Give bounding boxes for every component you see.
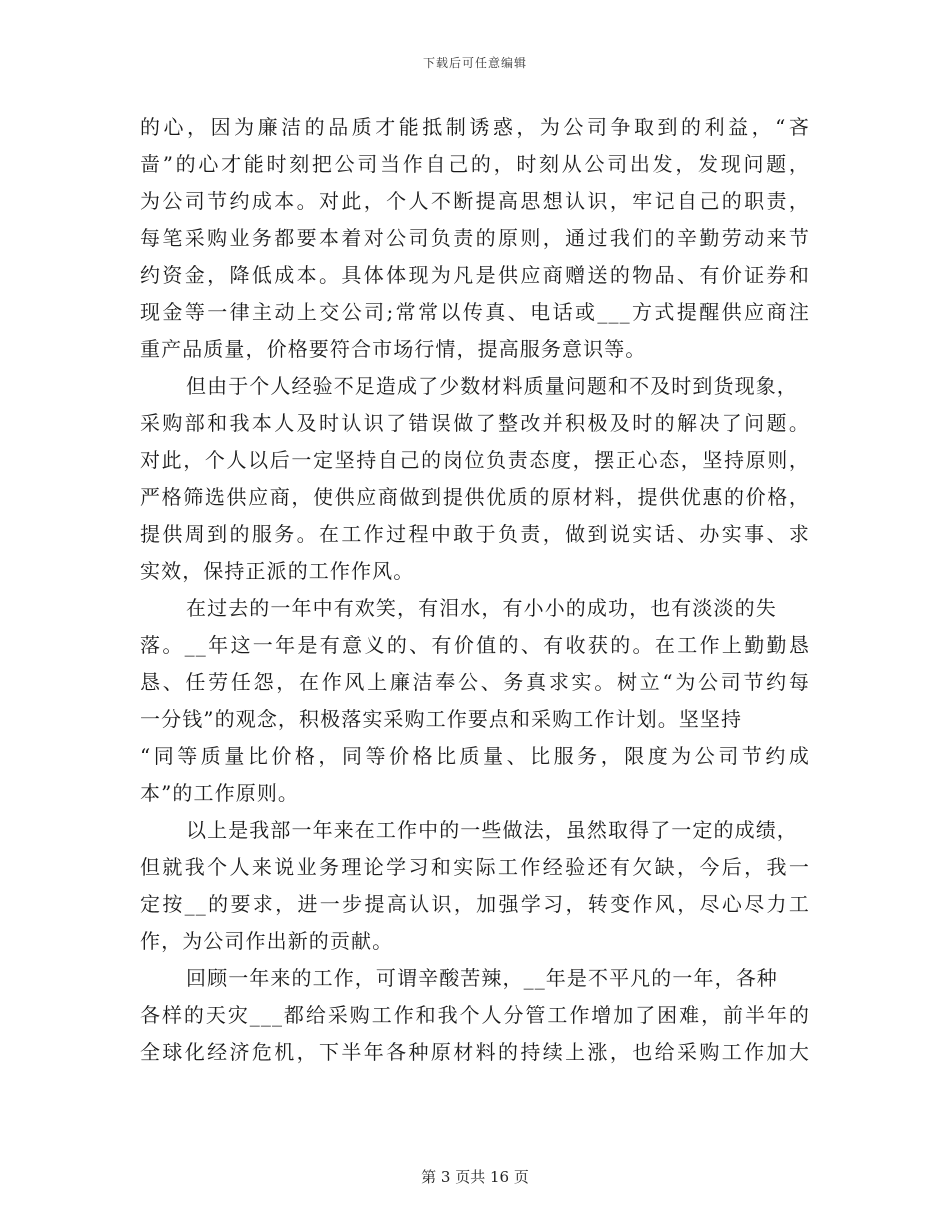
text-line: 本”的工作原则。: [140, 781, 300, 805]
text-line: 定按__的要求，进一步提高认识，加强学习，转变作风，尽心尽力工: [140, 892, 810, 916]
text-line: 全球化经济危机，下半年各种原材料的持续上涨，也给采购工作加大: [140, 1040, 810, 1064]
text-line: 啬”的心才能时刻把公司当作自己的，时刻从公司出发，发现问题，: [140, 152, 810, 176]
paragraph-first-line: 以上是我部一年来在工作中的一些做法，虽然取得了一定的成绩，: [186, 818, 798, 842]
text-line: 提供周到的服务。在工作过程中敢于负责，做到说实话、办实事、求: [140, 522, 810, 546]
paragraph-first-line: 但由于个人经验不足造成了少数材料质量问题和不及时到货现象，: [186, 374, 798, 398]
page-header: 下载后可任意编辑: [422, 56, 527, 70]
text-line: 为公司节约成本。对此，个人不断提高思想认识，牢记自己的职责，: [140, 189, 810, 213]
text-line: 一分钱”的观念，积极落实采购工作要点和采购工作计划。坚坚持: [140, 707, 743, 731]
paragraph-first-line: 在过去的一年中有欢笑，有泪水，有小小的成功，也有淡淡的失: [186, 596, 777, 620]
text-line: 作，为公司作出新的贡献。: [140, 929, 394, 953]
text-line: 的心，因为廉洁的品质才能抵制诱惑，为公司争取到的利益，“吝: [140, 115, 810, 139]
text-line: 每笔采购业务都要本着对公司负责的原则，通过我们的辛勤劳动来节: [140, 226, 810, 250]
paragraph-first-line: 回顾一年来的工作，可谓辛酸苦辣，__年是不平凡的一年，各种: [186, 966, 778, 990]
text-line: 实效，保持正派的工作作风。: [140, 559, 415, 583]
text-line: 采购部和我本人及时认识了错误做了整改并积极及时的解决了问题。: [140, 411, 810, 435]
text-line: 约资金，降低成本。具体体现为凡是供应商赠送的物品、有价证券和: [140, 263, 810, 287]
text-line: 但就我个人来说业务理论学习和实际工作经验还有欠缺，今后，我一: [140, 855, 810, 879]
text-line: 严格筛选供应商，使供应商做到提供优质的原材料，提供优惠的价格，: [140, 485, 810, 509]
text-line: 恳、任劳任怨，在作风上廉洁奉公、务真求实。树立“为公司节约每: [140, 670, 810, 694]
text-line: 现金等一律主动上交公司;常常以传真、电话或___方式提醒供应商注: [140, 300, 810, 324]
text-line: 对此，个人以后一定坚持自己的岗位负责态度，摆正心态，坚持原则，: [140, 448, 810, 472]
document-body: [140, 109, 810, 1071]
text-line: 重产品质量，价格要符合市场行情，提高服务意识等。: [140, 337, 647, 361]
text-line: 落。__年这一年是有意义的、有价值的、有收获的。在工作上勤勤恳: [140, 633, 810, 657]
page-footer: 第 3 页共 16 页: [421, 1168, 529, 1186]
text-line: “同等质量比价格，同等价格比质量、比服务，限度为公司节约成: [140, 744, 810, 768]
text-line: 各样的天灾___都给采购工作和我个人分管工作增加了困难，前半年的: [140, 1003, 810, 1027]
